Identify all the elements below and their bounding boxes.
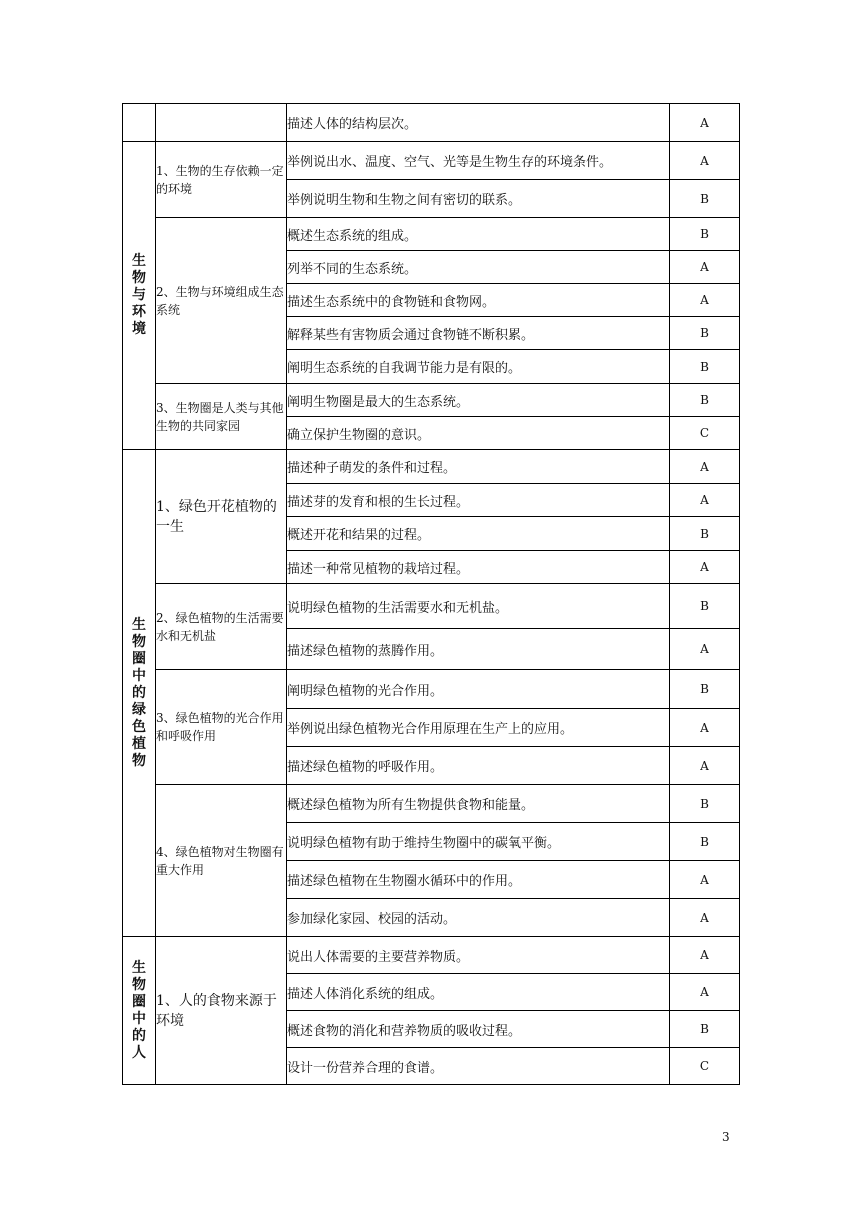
requirement-cell: 描述一种常见植物的栽培过程。: [287, 551, 670, 584]
level-cell: B: [670, 180, 740, 218]
requirement-cell: 举例说明生物和生物之间有密切的联系。: [287, 180, 670, 218]
level-cell: A: [670, 551, 740, 584]
level-cell: A: [670, 629, 740, 670]
level-cell: B: [670, 517, 740, 551]
level-cell: A: [670, 747, 740, 785]
requirement-cell: 列举不同的生态系统。: [287, 251, 670, 284]
level-cell: B: [670, 384, 740, 417]
requirement-cell: 概述绿色植物为所有生物提供食物和能量。: [287, 785, 670, 823]
requirement-cell: 描述芽的发育和根的生长过程。: [287, 484, 670, 517]
level-cell: B: [670, 785, 740, 823]
curriculum-table: [122, 103, 740, 1085]
unit-cell: [123, 450, 156, 937]
topic-cell-empty: [156, 104, 287, 142]
level-cell: B: [670, 350, 740, 384]
requirement-cell: 阐明生物圈是最大的生态系统。: [287, 384, 670, 417]
requirement-cell: 举例说出水、温度、空气、光等是生物生存的环境条件。: [287, 142, 670, 180]
level-cell: A: [670, 974, 740, 1011]
table-row: [123, 218, 740, 251]
level-cell: A: [670, 104, 740, 142]
unit-cell-empty: [123, 104, 156, 142]
level-cell: A: [670, 251, 740, 284]
unit-label: 生物圈中的人: [132, 959, 146, 1061]
level-cell: B: [670, 317, 740, 350]
requirement-cell: 描述绿色植物在生物圈水循环中的作用。: [287, 861, 670, 899]
table-row: [123, 937, 740, 974]
requirement-cell: 描述人体的结构层次。: [287, 104, 670, 142]
requirement-cell: 举例说出绿色植物光合作用原理在生产上的应用。: [287, 709, 670, 747]
requirement-cell: 说出人体需要的主要营养物质。: [287, 937, 670, 974]
level-cell: B: [670, 823, 740, 861]
requirement-cell: 说明绿色植物的生活需要水和无机盐。: [287, 584, 670, 629]
level-cell: B: [670, 218, 740, 251]
table-row: [123, 104, 740, 142]
requirement-cell: 概述开花和结果的过程。: [287, 517, 670, 551]
requirement-cell: 阐明生态系统的自我调节能力是有限的。: [287, 350, 670, 384]
level-cell: A: [670, 899, 740, 937]
requirement-cell: 概述食物的消化和营养物质的吸收过程。: [287, 1011, 670, 1048]
level-cell: A: [670, 284, 740, 317]
level-cell: B: [670, 670, 740, 709]
table-row: [123, 142, 740, 180]
requirement-cell: 描述绿色植物的蒸腾作用。: [287, 629, 670, 670]
table-row: [123, 450, 740, 484]
level-cell: A: [670, 937, 740, 974]
requirement-cell: 解释某些有害物质会通过食物链不断积累。: [287, 317, 670, 350]
topic-cell: 4、绿色植物对生物圈有重大作用: [156, 785, 287, 937]
requirement-cell: 描述生态系统中的食物链和食物网。: [287, 284, 670, 317]
level-cell: C: [670, 1048, 740, 1085]
table-row: [123, 384, 740, 417]
requirement-cell: 描述绿色植物的呼吸作用。: [287, 747, 670, 785]
requirement-cell: 说明绿色植物有助于维持生物圈中的碳氧平衡。: [287, 823, 670, 861]
level-cell: B: [670, 584, 740, 629]
requirement-cell: 概述生态系统的组成。: [287, 218, 670, 251]
table-row: [123, 670, 740, 709]
requirement-cell: 阐明绿色植物的光合作用。: [287, 670, 670, 709]
requirement-cell: 设计一份营养合理的食谱。: [287, 1048, 670, 1085]
table-row: [123, 584, 740, 629]
table-row: [123, 785, 740, 823]
unit-label: 生物圈中的绿色植物: [132, 616, 146, 769]
topic-cell: 1、绿色开花植物的一生: [156, 450, 287, 584]
unit-cell: [123, 937, 156, 1085]
requirement-cell: 参加绿化家园、校园的活动。: [287, 899, 670, 937]
topic-cell: 2、绿色植物的生活需要水和无机盐: [156, 584, 287, 670]
level-cell: A: [670, 709, 740, 747]
topic-cell: 3、生物圈是人类与其他生物的共同家园: [156, 384, 287, 450]
level-cell: A: [670, 142, 740, 180]
topic-cell: 1、人的食物来源于环境: [156, 937, 287, 1085]
requirement-cell: 确立保护生物圈的意识。: [287, 417, 670, 450]
topic-cell: 1、生物的生存依赖一定的环境: [156, 142, 287, 218]
topic-cell: 2、生物与环境组成生态系统: [156, 218, 287, 384]
level-cell: A: [670, 861, 740, 899]
level-cell: A: [670, 450, 740, 484]
unit-cell: [123, 142, 156, 450]
page-number: 3: [722, 1130, 730, 1144]
level-cell: B: [670, 1011, 740, 1048]
requirement-cell: 描述种子萌发的条件和过程。: [287, 450, 670, 484]
requirement-cell: 描述人体消化系统的组成。: [287, 974, 670, 1011]
unit-label: 生物与环境: [132, 253, 146, 337]
level-cell: A: [670, 484, 740, 517]
topic-cell: 3、绿色植物的光合作用和呼吸作用: [156, 670, 287, 785]
level-cell: C: [670, 417, 740, 450]
